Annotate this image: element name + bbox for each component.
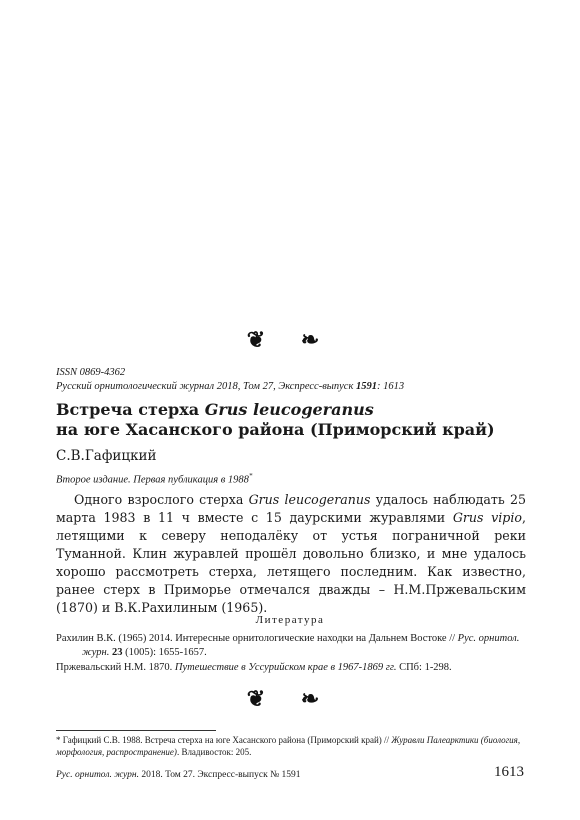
ref1-volume: 23	[109, 647, 123, 658]
ornament-top: ❦ ❧	[246, 327, 334, 353]
footnote-rest: . Владивосток: 205.	[176, 747, 252, 757]
body-species-1: Grus leucogeranus	[248, 492, 371, 507]
title-part-2: на юге Хасанского района (Приморский край)	[56, 420, 495, 439]
ref1-text: Рахилин В.К. (1965) 2014. Интересные орнитологические находки на Дальнем Востоке //	[56, 633, 458, 644]
body-part-1: Одного взрослого стерха	[74, 492, 249, 507]
body-part-3: , летящими к северу неподалёку от устья пограничной реки Туманной. Клин журавлей прошёл довольно близко, и мне удалось хорошо рассмотреть стерха, летящего последним. Как известно, ранее стерх в Приморье отмечался дважды – Н.М.Пржевальским (1870) и В.К.Рахилиным (1965).	[56, 510, 526, 615]
literature-heading: Литература	[255, 614, 325, 626]
ref2-text: Пржевальский Н.М. 1870.	[56, 662, 175, 673]
body-species-2: Grus vipio	[452, 510, 522, 525]
journal-citation	[56, 380, 536, 394]
page-number: 1613	[494, 764, 524, 780]
title-species: Grus leucogeranus	[204, 400, 374, 419]
edition-note	[56, 472, 252, 486]
ref2-title: Путешествие в Уссурийском крае в 1967-1869 гг.	[174, 662, 397, 673]
footnote-text: Гафицкий С.В. 1988. Встреча стерха на юге Хасанского района (Приморский край) //	[60, 735, 392, 745]
journal-pages: : 1613	[377, 381, 405, 392]
ornament-bottom: ❦ ❧	[246, 686, 334, 712]
footnote-mark: *	[248, 472, 253, 480]
body-part-2: удалось наблюдать 25 марта 1983 в 11 ч вместе с 15 даурскими журавлями	[56, 492, 526, 525]
footer-details: 2018. Том 27. Экспресс-выпуск № 1591	[138, 770, 301, 780]
footer-journal: Рус. орнитол. журн.	[56, 770, 139, 780]
running-footer	[56, 770, 301, 780]
author: С.В.Гафицкий	[56, 448, 157, 464]
ref2-rest: СПб: 1-298.	[396, 662, 452, 673]
ref1-rest: (1005): 1655-1657.	[122, 647, 207, 658]
footnote-mark-bottom: *	[56, 735, 61, 745]
reference-2	[56, 661, 536, 675]
reference-1	[56, 632, 536, 660]
journal-issue: 1591	[356, 381, 377, 392]
issn: ISSN 0869-4362	[56, 367, 126, 378]
title-part-1: Встреча стерха	[56, 400, 205, 419]
ref1-journal: Рус. орнитол. журн.	[82, 633, 520, 658]
article-title	[56, 400, 536, 440]
footnote-divider	[56, 730, 216, 731]
footnote	[56, 734, 536, 758]
footnote-source: Журавли Палеарктики (биология, морфология, распространение)	[56, 735, 521, 757]
journal-prefix: Русский орнитологический журнал 2018, Том 27, Экспресс-выпуск	[56, 381, 356, 392]
edition-note-text: Второе издание. Первая публикация в 1988	[56, 474, 249, 486]
article-body	[56, 491, 526, 617]
